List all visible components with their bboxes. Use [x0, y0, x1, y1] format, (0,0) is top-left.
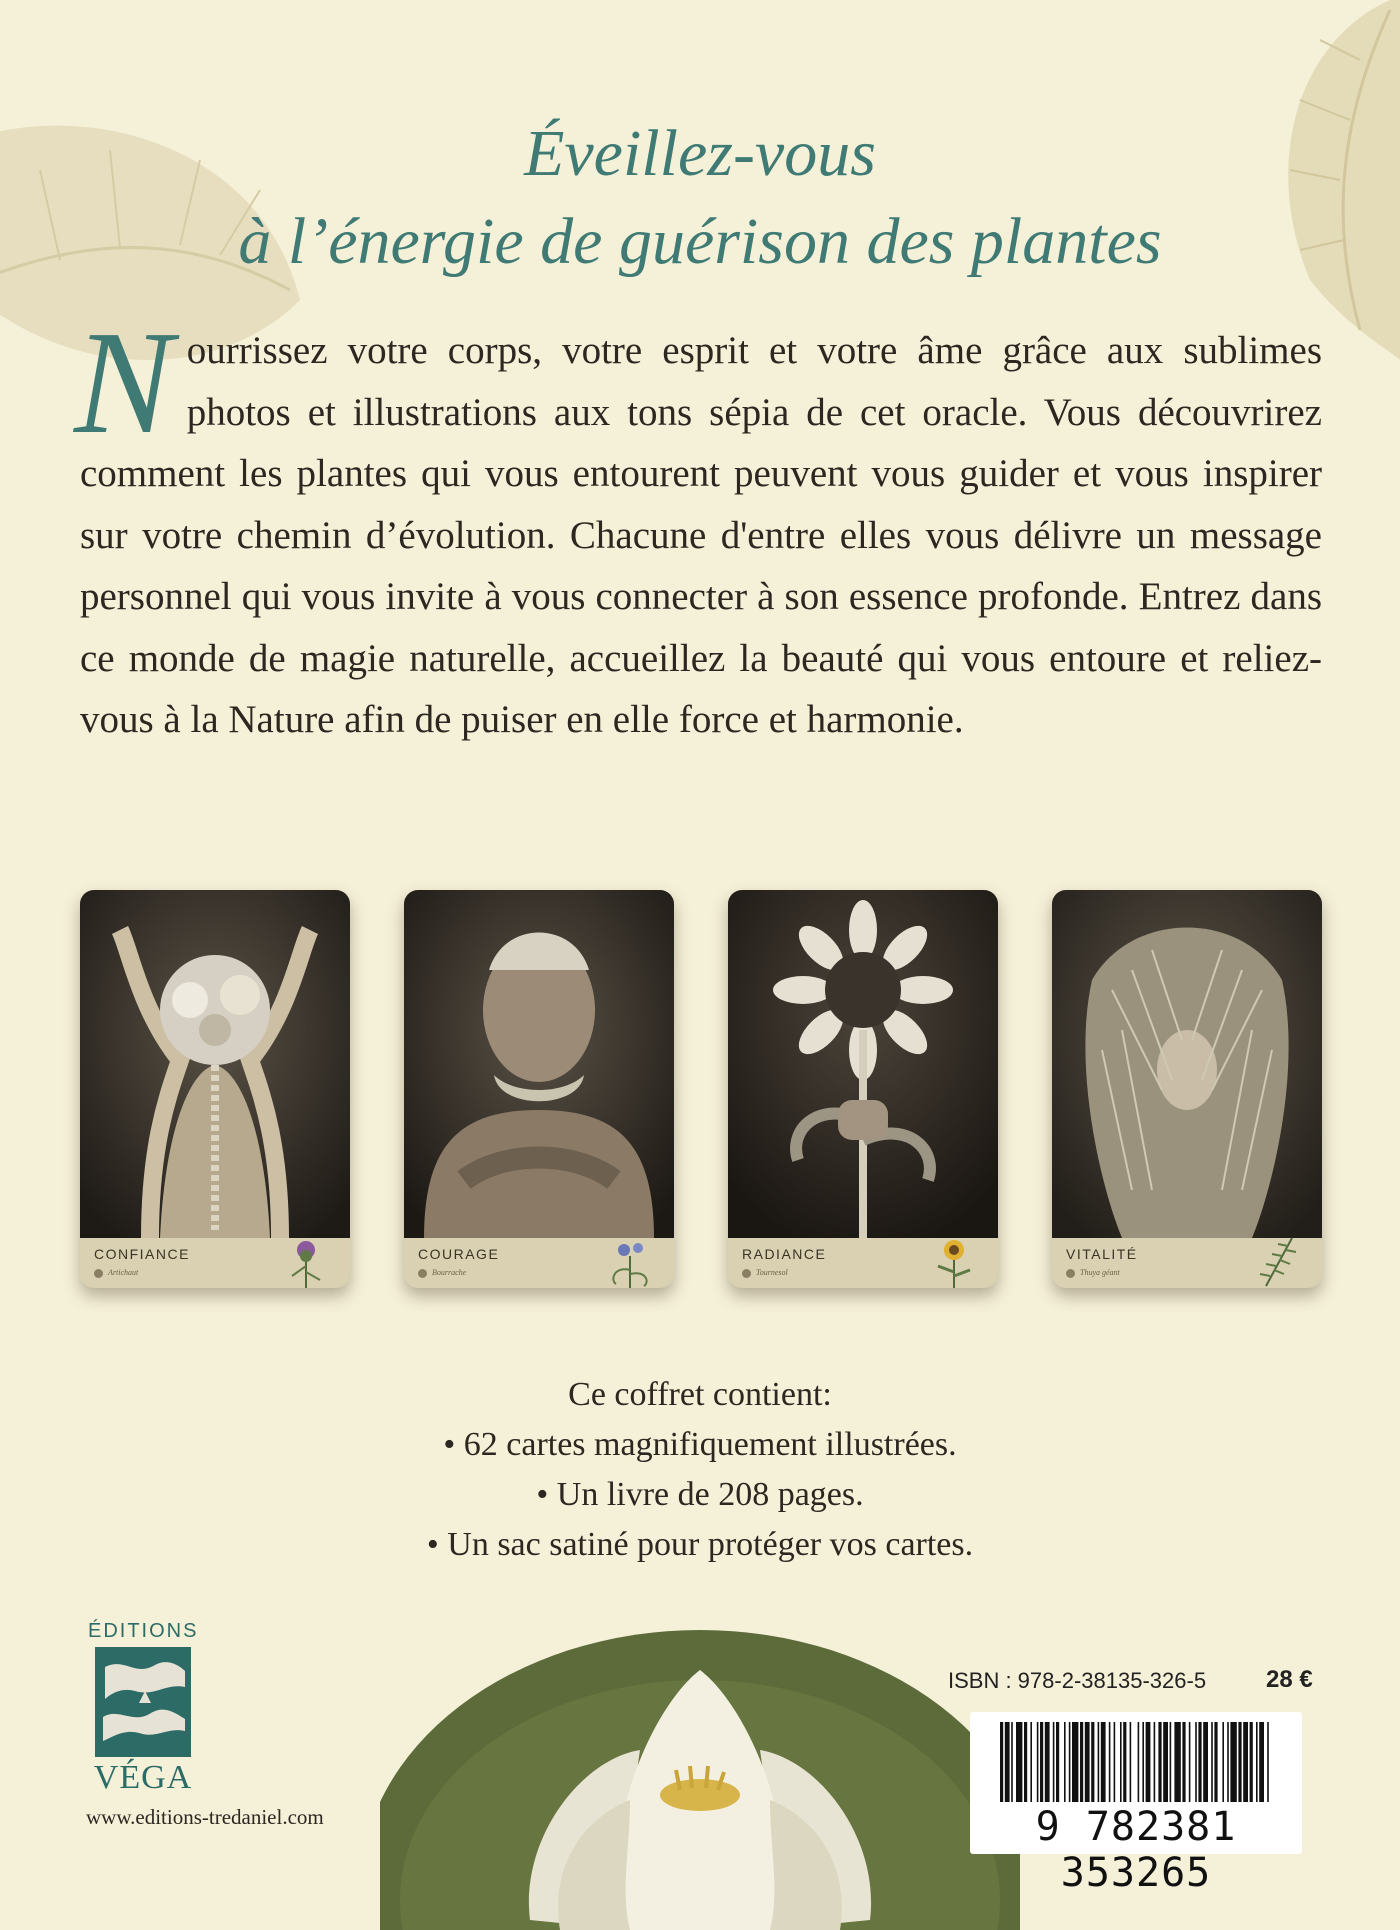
barcode-bar	[1222, 1722, 1224, 1802]
barcode-bar	[1267, 1722, 1269, 1802]
barcode-bar	[1072, 1722, 1078, 1802]
isbn: ISBN : 978-2-38135-326-5	[948, 1668, 1207, 1693]
barcode-bar	[1174, 1722, 1180, 1802]
barcode-bar	[1064, 1722, 1066, 1802]
barcode-bar	[1000, 1722, 1003, 1802]
card-photo-flower-man	[404, 890, 674, 1238]
contents-item: • 62 cartes magnifiquement illustrées.	[443, 1426, 957, 1463]
card-sub-text: Bourrache	[432, 1268, 467, 1277]
barcode-bar	[1198, 1722, 1201, 1802]
barcode-bar	[1056, 1722, 1059, 1802]
barcode-bar	[1123, 1722, 1126, 1802]
card-label: RADIANCE	[742, 1246, 827, 1262]
barcode-bar	[1214, 1722, 1217, 1802]
card-photo-fern-child	[1052, 890, 1322, 1238]
headline	[0, 110, 1400, 286]
thistle-icon	[270, 1236, 342, 1288]
box-contents	[0, 1370, 1400, 1570]
headline-line-1: Éveillez-vous	[524, 117, 876, 190]
barcode-bar	[1203, 1722, 1208, 1802]
barcode-bar	[1195, 1722, 1197, 1802]
barcode-bar	[1085, 1722, 1090, 1802]
barcode-bar	[1158, 1722, 1161, 1802]
barcode-bar	[1138, 1722, 1140, 1802]
barcode-bar	[1024, 1722, 1027, 1802]
borage-icon	[594, 1236, 666, 1288]
barcode-bar	[1227, 1722, 1229, 1802]
barcode-digits: 9 782381 353265	[1035, 1804, 1237, 1896]
publisher-logo	[88, 1620, 198, 1797]
card-number-dot	[742, 1269, 751, 1278]
barcode-bar	[1211, 1722, 1213, 1802]
card-label: COURAGE	[418, 1246, 500, 1262]
card-sub-text: Tournesol	[756, 1268, 788, 1277]
barcode-bar	[1142, 1722, 1144, 1802]
barcode-bar	[1243, 1722, 1248, 1802]
barcode-bar	[1146, 1722, 1151, 1802]
card-number-dot	[1066, 1269, 1075, 1278]
barcode-bar	[1098, 1722, 1100, 1802]
barcode-bar	[1256, 1722, 1258, 1802]
card-sub	[1066, 1268, 1120, 1278]
publisher-line-1: ÉDITIONS	[88, 1620, 199, 1642]
barcode-bar	[1069, 1722, 1071, 1802]
oracle-card-confiance	[80, 890, 350, 1288]
card-sub-text: Artichaut	[108, 1268, 139, 1277]
sunflower-icon	[918, 1236, 990, 1288]
intro-paragraph	[74, 301, 1322, 751]
barcode-bar	[1045, 1722, 1050, 1802]
intro-text: ourrissez votre corps, votre esprit et votre âme grâce aux sublimes photos et illustrations aux tons sépia de cet oracle. Vous découvrirez comment les plantes qui vous entourent peuvent vous guider et vous inspirer sur votre chemin d’évolution. Chacune d'entre elles vous délivre un message personnel qui vous invite à vous connecter à son essence profonde. Entrez dans ce monde de magie naturelle, accueillez la beauté qui vous entoure et reliez-vous à la Nature afin de puiser en elle force et harmonie.	[80, 329, 1322, 741]
drop-cap: N	[74, 301, 173, 465]
contents-item: • Un sac satiné pour protéger vos cartes.	[426, 1526, 974, 1563]
barcode-bar	[1259, 1722, 1264, 1802]
barcode-bar	[1080, 1722, 1083, 1802]
barcode-bar	[1016, 1722, 1022, 1802]
barcode	[970, 1712, 1302, 1896]
card-photo-sunflower	[728, 890, 998, 1238]
barcode-bar	[1011, 1722, 1013, 1802]
barcode-bar	[1053, 1722, 1055, 1802]
publisher-mark-icon	[95, 1647, 191, 1757]
oracle-card-courage	[404, 890, 674, 1288]
barcode-bar	[1109, 1722, 1111, 1802]
barcode-bar	[1182, 1722, 1185, 1802]
card-number-dot	[94, 1269, 103, 1278]
card-label: CONFIANCE	[94, 1246, 190, 1262]
card-sub	[418, 1268, 466, 1278]
barcode-bar	[1163, 1722, 1168, 1802]
barcode-bar	[1030, 1722, 1032, 1802]
barcode-bar	[1154, 1722, 1156, 1802]
headline-line-2: à l’énergie de guérison des plantes	[238, 205, 1162, 278]
barcode-bar	[1250, 1722, 1253, 1802]
barcode-bar	[1037, 1722, 1039, 1802]
publisher-website: www.editions-tredaniel.com	[86, 1805, 324, 1829]
barcode-bar	[1238, 1722, 1241, 1802]
card-sub	[94, 1268, 138, 1278]
card-photo-bouquet-woman	[80, 890, 350, 1238]
card-sub-text: Thuya géant	[1080, 1268, 1120, 1277]
barcode-bars	[970, 1712, 1302, 1804]
barcode-bar	[1114, 1722, 1116, 1802]
card-sub	[742, 1268, 788, 1278]
water-lily-decoration	[380, 1590, 1020, 1930]
card-number-dot	[418, 1269, 427, 1278]
fern-icon	[1242, 1236, 1314, 1288]
publisher-line-2: VÉGA	[93, 1759, 193, 1796]
barcode-bar	[1130, 1722, 1132, 1802]
oracle-card-radiance	[728, 890, 998, 1288]
barcode-bar	[1230, 1722, 1236, 1802]
barcode-bar	[1120, 1722, 1122, 1802]
barcode-bar	[1101, 1722, 1106, 1802]
oracle-card-vitalite	[1052, 890, 1322, 1288]
price: 28 €	[1266, 1666, 1313, 1693]
card-label: VITALITÉ	[1066, 1246, 1138, 1262]
barcode-bar	[1040, 1722, 1043, 1802]
barcode-bar	[1189, 1722, 1191, 1802]
barcode-bar	[1005, 1722, 1010, 1802]
barcode-bar	[1091, 1722, 1094, 1802]
barcode-bar	[1170, 1722, 1172, 1802]
contents-item: • Un livre de 208 pages.	[536, 1476, 864, 1513]
contents-heading: Ce coffret contient:	[568, 1376, 832, 1413]
